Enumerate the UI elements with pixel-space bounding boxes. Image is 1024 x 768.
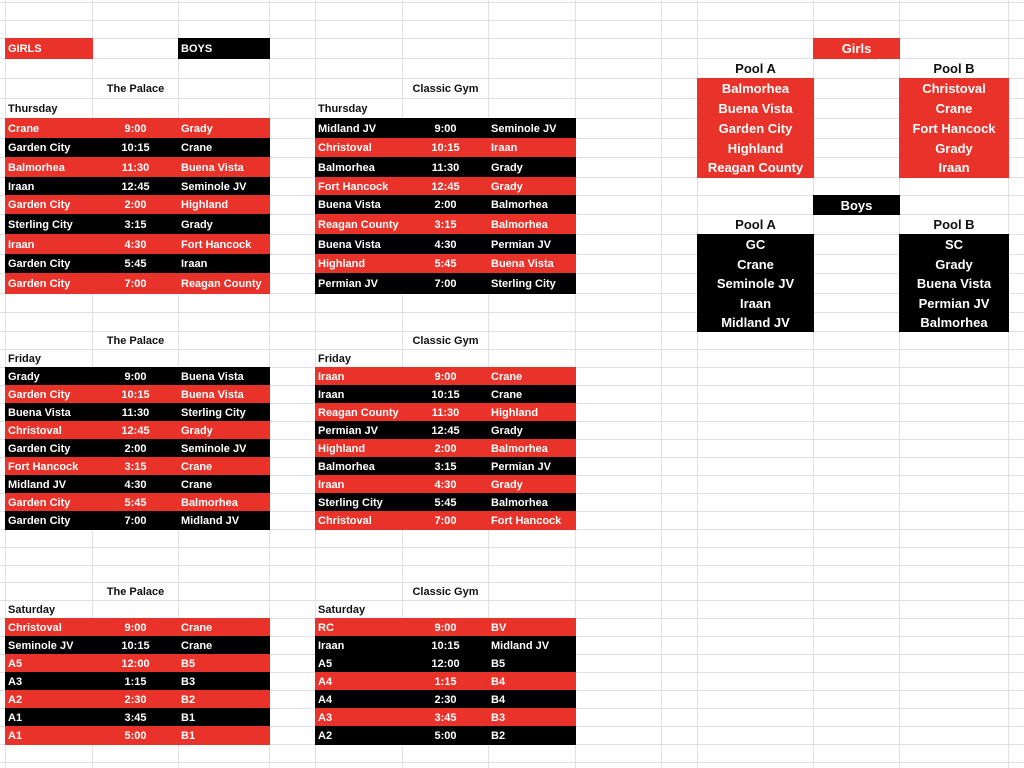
pool-b-team[interactable]: Fort Hancock xyxy=(899,118,1009,139)
venue-header[interactable]: Classic Gym xyxy=(412,585,479,598)
game-away-team[interactable]: B2 xyxy=(178,690,270,709)
game-time[interactable]: 5:45 xyxy=(402,493,489,512)
game-time[interactable]: 10:15 xyxy=(92,385,179,404)
game-home-team[interactable]: Garden City xyxy=(5,385,93,404)
game-away-team[interactable]: Iraan xyxy=(178,254,270,274)
game-time[interactable]: 10:15 xyxy=(92,138,179,158)
game-home-team[interactable]: Midland JV xyxy=(5,475,93,494)
game-time[interactable]: 2:00 xyxy=(402,439,489,458)
game-time[interactable]: 10:15 xyxy=(92,636,179,655)
game-time[interactable]: 5:45 xyxy=(92,254,179,274)
game-time[interactable]: 7:00 xyxy=(92,273,179,294)
game-home-team[interactable]: A1 xyxy=(5,726,93,745)
game-home-team[interactable]: Balmorhea xyxy=(315,457,403,476)
game-away-team[interactable]: Highland xyxy=(488,403,576,422)
game-time[interactable]: 11:30 xyxy=(402,157,489,178)
game-time[interactable]: 2:00 xyxy=(402,195,489,215)
pool-b-team[interactable]: Buena Vista xyxy=(899,273,1009,294)
game-away-team[interactable]: B4 xyxy=(488,690,576,709)
game-home-team[interactable]: Highland xyxy=(315,254,403,274)
game-away-team[interactable]: Grady xyxy=(488,177,576,196)
game-home-team[interactable]: Crane xyxy=(5,118,93,139)
pool-a-header[interactable]: Pool A xyxy=(735,217,776,232)
game-time[interactable]: 3:45 xyxy=(402,708,489,727)
legend-boys[interactable]: BOYS xyxy=(178,38,270,59)
pool-division-title[interactable]: Girls xyxy=(813,38,900,59)
game-home-team[interactable]: Permian JV xyxy=(315,421,403,440)
game-time[interactable]: 12:00 xyxy=(402,654,489,673)
game-away-team[interactable]: Seminole JV xyxy=(178,177,270,196)
venue-header[interactable]: Classic Gym xyxy=(412,334,479,347)
game-home-team[interactable]: Fort Hancock xyxy=(5,457,93,476)
game-time[interactable]: 2:30 xyxy=(402,690,489,709)
game-time[interactable]: 10:15 xyxy=(402,138,489,158)
game-away-team[interactable]: B5 xyxy=(178,654,270,673)
venue-header[interactable]: The Palace xyxy=(106,334,165,347)
game-away-team[interactable]: B1 xyxy=(178,726,270,745)
row-gridline xyxy=(0,547,1024,548)
game-away-team[interactable]: Permian JV xyxy=(488,457,576,476)
pool-a-team[interactable]: Crane xyxy=(697,254,814,274)
game-time[interactable]: 11:30 xyxy=(92,157,179,178)
row-gridline xyxy=(0,312,1024,313)
pool-a-team[interactable]: Seminole JV xyxy=(697,273,814,294)
game-away-team[interactable]: Buena Vista xyxy=(178,367,270,386)
game-time[interactable]: 2:00 xyxy=(92,195,179,215)
pool-b-team[interactable]: Permian JV xyxy=(899,293,1009,313)
game-home-team[interactable]: Iraan xyxy=(315,385,403,404)
game-home-team[interactable]: Garden City xyxy=(5,439,93,458)
game-home-team[interactable]: Reagan County xyxy=(315,403,403,422)
pool-b-header[interactable]: Pool B xyxy=(933,61,975,76)
game-away-team[interactable]: Seminole JV xyxy=(178,439,270,458)
row-gridline xyxy=(0,762,1024,763)
game-home-team[interactable]: Iraan xyxy=(5,177,93,196)
pool-b-team[interactable]: Crane xyxy=(899,98,1009,119)
game-away-team[interactable]: Iraan xyxy=(488,138,576,158)
game-time[interactable]: 9:00 xyxy=(402,618,489,637)
game-away-team[interactable]: Sterling City xyxy=(488,273,576,294)
game-home-team[interactable]: Christoval xyxy=(5,618,93,637)
game-time[interactable]: 1:15 xyxy=(402,672,489,691)
game-home-team[interactable]: A2 xyxy=(315,726,403,745)
pool-a-team[interactable]: Buena Vista xyxy=(697,98,814,119)
game-away-team[interactable]: Midland JV xyxy=(178,511,270,530)
game-home-team[interactable]: Permian JV xyxy=(315,273,403,294)
pool-a-team[interactable]: Balmorhea xyxy=(697,78,814,99)
game-time[interactable]: 7:00 xyxy=(402,511,489,530)
game-home-team[interactable]: Buena Vista xyxy=(315,234,403,255)
game-time[interactable]: 3:15 xyxy=(402,214,489,235)
game-home-team[interactable]: A3 xyxy=(315,708,403,727)
game-time[interactable]: 9:00 xyxy=(92,367,179,386)
game-time[interactable]: 10:15 xyxy=(402,385,489,404)
game-time[interactable]: 9:00 xyxy=(92,618,179,637)
game-home-team[interactable]: Buena Vista xyxy=(315,195,403,215)
game-home-team[interactable]: A2 xyxy=(5,690,93,709)
pool-b-header[interactable]: Pool B xyxy=(933,217,975,232)
game-away-team[interactable]: Crane xyxy=(178,475,270,494)
game-time[interactable]: 4:30 xyxy=(402,234,489,255)
game-home-team[interactable]: Buena Vista xyxy=(5,403,93,422)
game-away-team[interactable]: B3 xyxy=(178,672,270,691)
game-time[interactable]: 7:00 xyxy=(92,511,179,530)
game-away-team[interactable]: Balmorhea xyxy=(488,439,576,458)
game-away-team[interactable]: Balmorhea xyxy=(488,493,576,512)
game-home-team[interactable]: Garden City xyxy=(5,195,93,215)
game-away-team[interactable]: Balmorhea xyxy=(488,195,576,215)
pool-a-team[interactable]: Garden City xyxy=(697,118,814,139)
pool-b-team[interactable]: Grady xyxy=(899,138,1009,158)
game-away-team[interactable]: Highland xyxy=(178,195,270,215)
row-gridline xyxy=(0,565,1024,566)
game-away-team[interactable]: Fort Hancock xyxy=(178,234,270,255)
pool-b-team[interactable]: SC xyxy=(899,234,1009,255)
day-label[interactable]: Thursday xyxy=(318,102,368,115)
game-home-team[interactable]: A3 xyxy=(5,672,93,691)
game-time[interactable]: 11:30 xyxy=(92,403,179,422)
game-home-team[interactable]: Garden City xyxy=(5,254,93,274)
game-away-team[interactable]: Fort Hancock xyxy=(488,511,576,530)
pool-b-team[interactable]: Balmorhea xyxy=(899,312,1009,332)
game-time[interactable]: 3:15 xyxy=(402,457,489,476)
game-away-team[interactable]: Crane xyxy=(178,618,270,637)
game-home-team[interactable]: A1 xyxy=(5,708,93,727)
legend-girls[interactable]: GIRLS xyxy=(5,38,93,59)
game-away-team[interactable]: Crane xyxy=(178,636,270,655)
game-time[interactable]: 5:00 xyxy=(92,726,179,745)
venue-header[interactable]: The Palace xyxy=(106,82,165,95)
game-away-team[interactable]: Grady xyxy=(488,475,576,494)
game-away-team[interactable]: B1 xyxy=(178,708,270,727)
game-time[interactable]: 9:00 xyxy=(92,118,179,139)
game-time[interactable]: 4:30 xyxy=(92,234,179,255)
game-away-team[interactable]: Grady xyxy=(178,214,270,235)
game-home-team[interactable]: Seminole JV xyxy=(5,636,93,655)
game-home-team[interactable]: Reagan County xyxy=(315,214,403,235)
pool-a-team[interactable]: Highland xyxy=(697,138,814,158)
game-away-team[interactable]: Midland JV xyxy=(488,636,576,655)
row-gridline xyxy=(0,2,1024,3)
game-time[interactable]: 12:45 xyxy=(92,177,179,196)
pool-a-team[interactable]: Midland JV xyxy=(697,312,814,332)
game-away-team[interactable]: Seminole JV xyxy=(488,118,576,139)
game-time[interactable]: 2:30 xyxy=(92,690,179,709)
game-home-team[interactable]: Garden City xyxy=(5,273,93,294)
game-away-team[interactable]: Buena Vista xyxy=(178,157,270,178)
game-away-team[interactable]: B3 xyxy=(488,708,576,727)
column-gridline xyxy=(661,0,662,768)
pool-b-team[interactable]: Grady xyxy=(899,254,1009,274)
game-away-team[interactable]: Grady xyxy=(488,421,576,440)
game-home-team[interactable]: Christoval xyxy=(315,511,403,530)
game-home-team[interactable]: Iraan xyxy=(315,636,403,655)
row-gridline xyxy=(0,20,1024,21)
game-away-team[interactable]: Permian JV xyxy=(488,234,576,255)
pool-division-title[interactable]: Boys xyxy=(813,195,900,215)
game-away-team[interactable]: B4 xyxy=(488,672,576,691)
game-away-team[interactable]: Grady xyxy=(178,118,270,139)
game-time[interactable]: 12:45 xyxy=(92,421,179,440)
game-home-team[interactable]: Christoval xyxy=(5,421,93,440)
venue-header[interactable]: Classic Gym xyxy=(412,82,479,95)
game-away-team[interactable]: Crane xyxy=(488,385,576,404)
day-label[interactable]: Saturday xyxy=(318,603,366,616)
game-time[interactable]: 3:15 xyxy=(92,457,179,476)
game-away-team[interactable]: BV xyxy=(488,618,576,637)
game-home-team[interactable]: Grady xyxy=(5,367,93,386)
game-home-team[interactable]: Highland xyxy=(315,439,403,458)
game-home-team[interactable]: Sterling City xyxy=(5,214,93,235)
pool-a-header[interactable]: Pool A xyxy=(735,61,776,76)
game-time[interactable]: 11:30 xyxy=(402,403,489,422)
pool-b-team[interactable]: Iraan xyxy=(899,157,1009,178)
game-away-team[interactable]: Reagan County xyxy=(178,273,270,294)
venue-header[interactable]: The Palace xyxy=(106,585,165,598)
game-time[interactable]: 4:30 xyxy=(92,475,179,494)
day-label[interactable]: Saturday xyxy=(8,603,56,616)
pool-a-team[interactable]: GC xyxy=(697,234,814,255)
game-away-team[interactable]: Crane xyxy=(178,457,270,476)
game-away-team[interactable]: B5 xyxy=(488,654,576,673)
game-away-team[interactable]: Buena Vista xyxy=(178,385,270,404)
game-home-team[interactable]: Balmorhea xyxy=(315,157,403,178)
game-home-team[interactable]: Garden City xyxy=(5,138,93,158)
game-home-team[interactable]: A5 xyxy=(5,654,93,673)
game-time[interactable]: 9:00 xyxy=(402,367,489,386)
game-away-team[interactable]: Sterling City xyxy=(178,403,270,422)
game-time[interactable]: 4:30 xyxy=(402,475,489,494)
game-time[interactable]: 5:45 xyxy=(92,493,179,512)
game-home-team[interactable]: Midland JV xyxy=(315,118,403,139)
game-away-team[interactable]: Grady xyxy=(178,421,270,440)
game-away-team[interactable]: Crane xyxy=(488,367,576,386)
game-home-team[interactable]: Garden City xyxy=(5,511,93,530)
game-away-team[interactable]: B2 xyxy=(488,726,576,745)
game-home-team[interactable]: A4 xyxy=(315,690,403,709)
game-time[interactable]: 9:00 xyxy=(402,118,489,139)
game-home-team[interactable]: Balmorhea xyxy=(5,157,93,178)
game-time[interactable]: 3:15 xyxy=(92,214,179,235)
game-home-team[interactable]: Fort Hancock xyxy=(315,177,403,196)
game-time[interactable]: 5:45 xyxy=(402,254,489,274)
game-time[interactable]: 10:15 xyxy=(402,636,489,655)
game-time[interactable]: 12:45 xyxy=(402,177,489,196)
game-away-team[interactable]: Buena Vista xyxy=(488,254,576,274)
game-home-team[interactable]: A4 xyxy=(315,672,403,691)
game-away-team[interactable]: Balmorhea xyxy=(178,493,270,512)
game-time[interactable]: 2:00 xyxy=(92,439,179,458)
day-label[interactable]: Friday xyxy=(8,352,42,365)
game-time[interactable]: 5:00 xyxy=(402,726,489,745)
game-time[interactable]: 7:00 xyxy=(402,273,489,294)
game-time[interactable]: 3:45 xyxy=(92,708,179,727)
game-home-team[interactable]: Sterling City xyxy=(315,493,403,512)
pool-a-team[interactable]: Iraan xyxy=(697,293,814,313)
game-home-team[interactable]: Iraan xyxy=(5,234,93,255)
game-home-team[interactable]: A5 xyxy=(315,654,403,673)
game-home-team[interactable]: Christoval xyxy=(315,138,403,158)
game-home-team[interactable]: Iraan xyxy=(315,475,403,494)
game-away-team[interactable]: Grady xyxy=(488,157,576,178)
game-home-team[interactable]: RC xyxy=(315,618,403,637)
game-home-team[interactable]: Iraan xyxy=(315,367,403,386)
game-time[interactable]: 12:45 xyxy=(402,421,489,440)
game-away-team[interactable]: Balmorhea xyxy=(488,214,576,235)
game-time[interactable]: 1:15 xyxy=(92,672,179,691)
game-away-team[interactable]: Crane xyxy=(178,138,270,158)
game-home-team[interactable]: Garden City xyxy=(5,493,93,512)
game-time[interactable]: 12:00 xyxy=(92,654,179,673)
pool-b-team[interactable]: Christoval xyxy=(899,78,1009,99)
day-label[interactable]: Friday xyxy=(318,352,352,365)
day-label[interactable]: Thursday xyxy=(8,102,58,115)
pool-a-team[interactable]: Reagan County xyxy=(697,157,814,178)
